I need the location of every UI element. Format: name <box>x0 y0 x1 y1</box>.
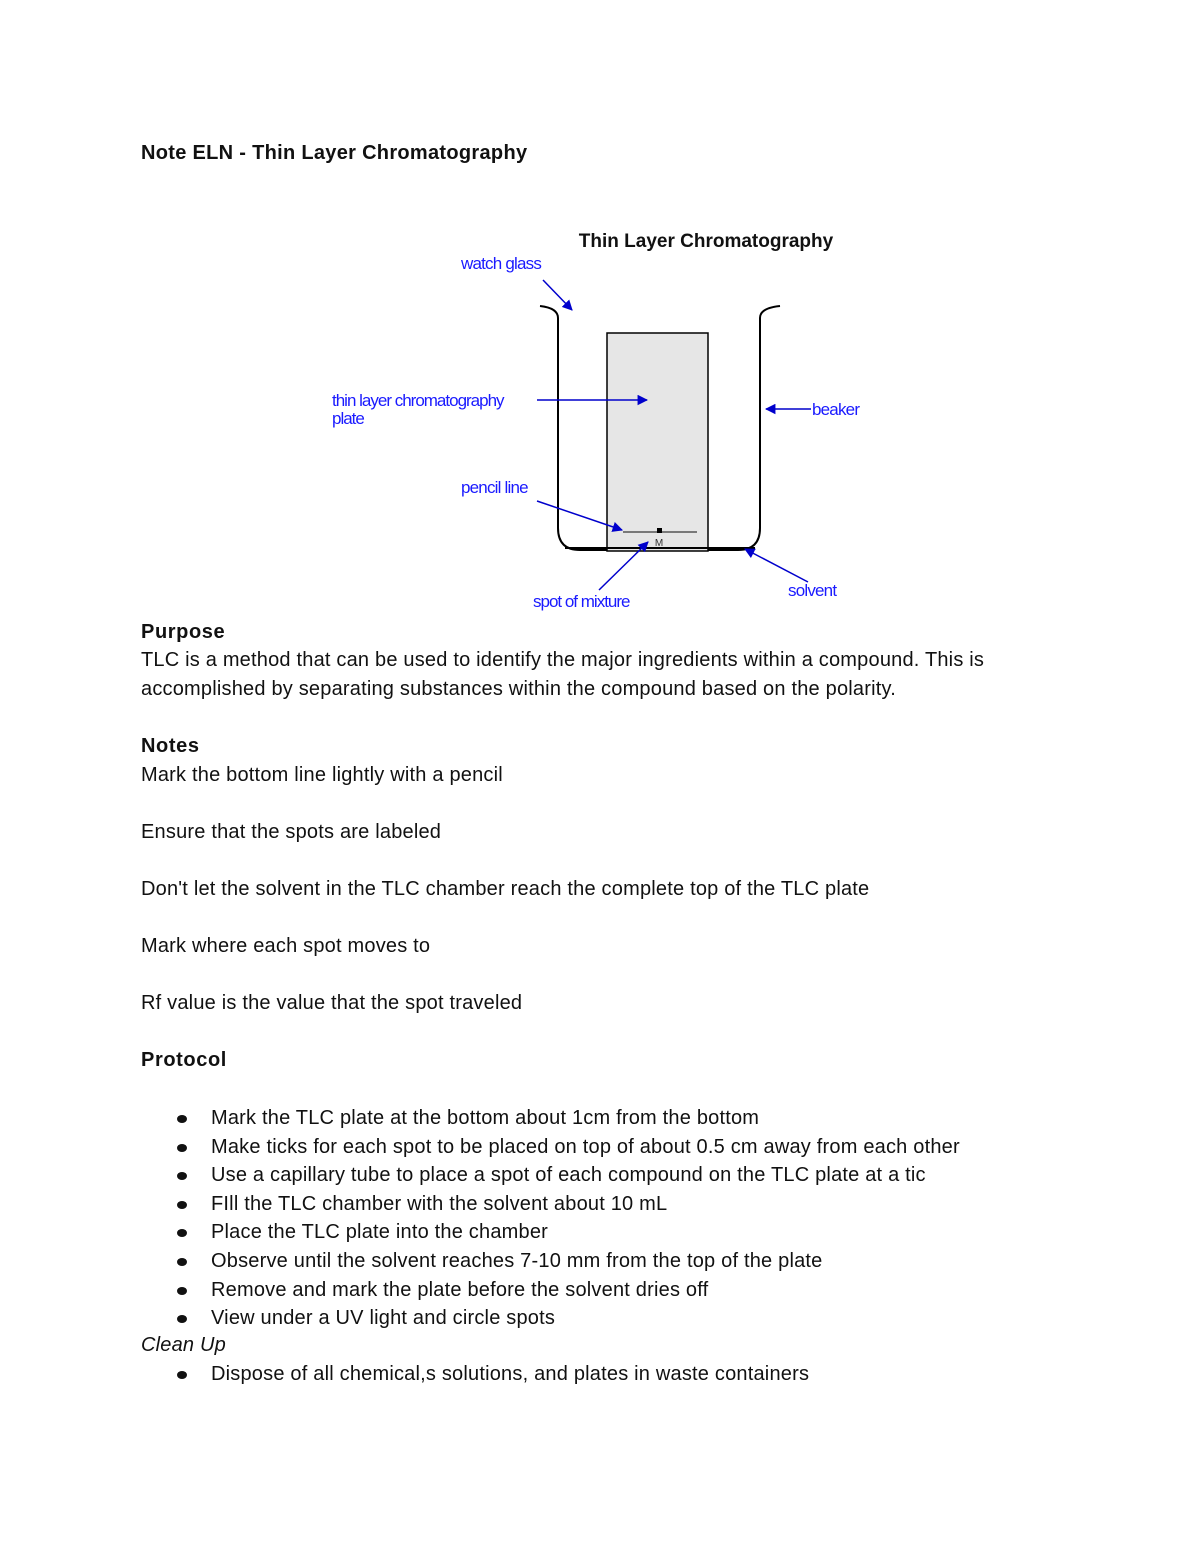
note-item: Mark where each spot moves to <box>141 935 431 957</box>
cleanup-step <box>141 1360 809 1389</box>
pencil-line-label: pencil line <box>461 478 528 497</box>
cleanup-heading: Clean Up <box>141 1334 226 1356</box>
protocol-step <box>141 1133 960 1162</box>
protocol-step-text: Mark the TLC plate at the bottom about 1cm from the bottom <box>211 1107 760 1129</box>
watch-glass-label: watch glass <box>461 254 542 273</box>
bullet-icon <box>177 1229 187 1237</box>
protocol-step <box>141 1247 960 1276</box>
protocol-step-text: Make ticks for each spot to be placed on top of about 0.5 cm away from each other <box>211 1135 960 1158</box>
bullet-icon <box>177 1315 187 1323</box>
protocol-step <box>141 1104 960 1133</box>
cleanup-steps-list <box>141 1360 809 1389</box>
protocol-step-text: View under a UV light and circle spots <box>211 1307 556 1330</box>
beaker-label: beaker <box>812 400 860 419</box>
diagram-title: Thin Layer Chromatography <box>578 231 834 252</box>
mixture-spot <box>657 528 662 533</box>
bullet-icon <box>177 1201 187 1209</box>
purpose-heading: Purpose <box>141 621 226 643</box>
note-item: Mark the bottom line lightly with a pencil <box>141 764 503 786</box>
tlc-diagram <box>300 220 920 620</box>
protocol-step <box>141 1276 960 1305</box>
cleanup-step-text: Dispose of all chemical,s solutions, and plates in waste containers <box>211 1363 810 1385</box>
spot-of-mixture-label: spot of mixture <box>533 592 630 611</box>
solvent-label: solvent <box>788 581 837 600</box>
spot-marker-label: M <box>654 538 664 549</box>
watch-glass-arrow <box>543 280 572 310</box>
protocol-step <box>141 1190 960 1219</box>
tlc-plate <box>607 333 708 551</box>
bullet-icon <box>177 1371 187 1379</box>
protocol-step <box>141 1218 960 1247</box>
bullet-icon <box>177 1115 187 1123</box>
protocol-step-text: Remove and mark the plate before the solvent dries off <box>211 1278 709 1301</box>
protocol-step <box>141 1304 960 1333</box>
protocol-heading: Protocol <box>141 1049 227 1071</box>
protocol-step-text: Use a capillary tube to place a spot of each compound on the TLC plate at a tic <box>211 1164 926 1187</box>
solvent-arrow <box>745 549 808 582</box>
purpose-text: TLC is a method that can be used to identify the major ingredients within a compound. This is accomplished by separating substances within the compound based on the polarity. <box>141 649 985 700</box>
protocol-step <box>141 1161 960 1190</box>
notes-heading: Notes <box>141 735 200 757</box>
bullet-icon <box>177 1172 187 1180</box>
protocol-step-text: Observe until the solvent reaches 7-10 mm from the top of the plate <box>211 1249 823 1272</box>
note-item: Don't let the solvent in the TLC chamber reach the complete top of the TLC plate <box>141 878 870 900</box>
protocol-step-text: FIll the TLC chamber with the solvent about 10 mL <box>211 1192 668 1215</box>
protocol-steps-list <box>141 1104 960 1333</box>
bullet-icon <box>177 1144 187 1152</box>
note-item: Rf value is the value that the spot traveled <box>141 992 523 1014</box>
protocol-step-text: Place the TLC plate into the chamber <box>211 1221 549 1244</box>
tlc-plate-label-line2: plate <box>332 409 364 428</box>
bullet-icon <box>177 1287 187 1295</box>
bullet-icon <box>177 1258 187 1266</box>
note-item: Ensure that the spots are labeled <box>141 821 442 843</box>
tlc-plate-label-line1: thin layer chromatography <box>332 391 504 410</box>
document-title: Note ELN - Thin Layer Chromatography <box>141 142 528 164</box>
